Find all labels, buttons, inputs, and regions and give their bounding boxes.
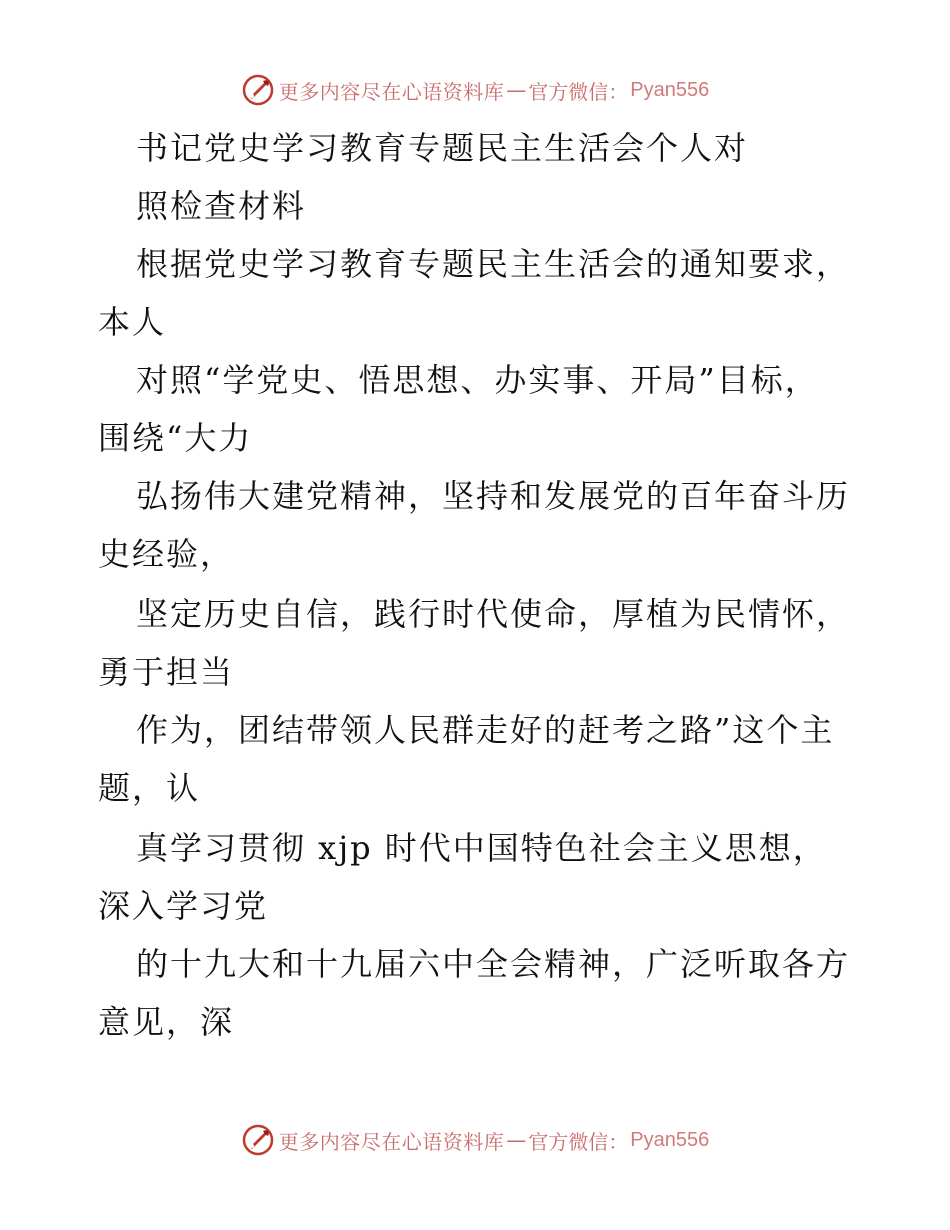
- quill-pen-seal-icon: [241, 1123, 275, 1157]
- paragraph-line: 弘扬伟大建党精神，坚持和发展党的百年奋斗历: [136, 477, 851, 515]
- paragraph-line: 对照“学党史、悟思想、办实事、开局”目标，: [136, 361, 819, 399]
- banner-wechat-label: 官方微信：: [528, 79, 629, 104]
- banner-text: 更多内容尽在心语资料库: [278, 79, 505, 104]
- paragraph-line: 坚定历史自信，践行时代使命，厚植为民情怀，: [136, 595, 851, 633]
- banner-text: 更多内容尽在心语资料库: [278, 1129, 505, 1154]
- banner-dash: —: [506, 1128, 527, 1152]
- banner-dash: —: [506, 78, 527, 102]
- paragraph-line: 意见，深: [98, 1003, 235, 1041]
- paragraph-line: 深入学习党: [98, 887, 269, 925]
- banner-wechat-label: 官方微信：: [528, 1129, 629, 1154]
- paragraph-line: 本人: [98, 303, 167, 341]
- paragraph-line: 史经验，: [98, 535, 235, 573]
- doc-title-line-1: 书记党史学习教育专题民主生活会个人对: [136, 129, 749, 167]
- paragraph-line: 的十九大和十九届六中全会精神，广泛听取各方: [136, 945, 851, 983]
- footer-banner: [0, 1120, 950, 1160]
- banner-wechat-id: Pyan556: [630, 1128, 710, 1151]
- paragraph-line: 题，认: [98, 769, 201, 807]
- paragraph-line: 作为，团结带领人民群走好的赶考之路”这个主: [136, 711, 835, 749]
- doc-title-line-2: 照检查材料: [136, 187, 307, 225]
- paragraph-line: 真学习贯彻 xjp 时代中国特色社会主义思想，: [136, 829, 827, 867]
- banner-wechat-id: Pyan556: [630, 78, 710, 101]
- paragraph-line: 围绕“大力: [98, 419, 253, 457]
- paragraph-line: 根据党史学习教育专题民主生活会的通知要求，: [136, 245, 851, 283]
- paragraph-line: 勇于担当: [98, 653, 235, 691]
